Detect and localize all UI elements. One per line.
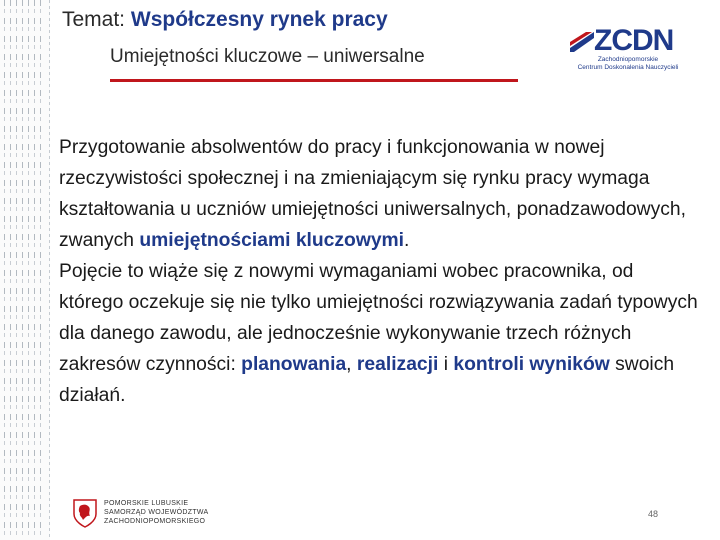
- paragraph-1: [59, 132, 699, 256]
- page-number: 48: [648, 509, 659, 519]
- footer-line2: SAMORZĄD WOJEWÓDZTWA: [104, 509, 209, 516]
- p2-sep2: i: [438, 354, 454, 375]
- p2-bold-realizacji: realizacji: [356, 354, 439, 375]
- title-topic: Współczesny rynek pracy: [130, 8, 388, 31]
- p2-text: Pojęcie to wiąże się z nowymi wymaganiami wobec pracownika, od którego oczekuje się nie tylko umiejętności rozwiązywania zadań typowych dla danego zawodu, ale jednocześnie wykonywanie trzech różnych zakresów czynności:: [59, 261, 698, 375]
- zcdn-mark-icon: [570, 30, 594, 52]
- slide-body: [59, 132, 699, 411]
- decorative-handwriting-strip: [0, 0, 50, 540]
- logo-text: ZCDN: [594, 24, 674, 57]
- paragraph-2: [59, 256, 699, 411]
- griffin-crest-icon: [72, 498, 98, 528]
- zcdn-logo: [570, 26, 682, 74]
- p2-bold-kontroli: kontroli wyników: [453, 354, 610, 375]
- p2-bold-planowania: planowania: [241, 354, 347, 375]
- p2-end: swoich działań.: [59, 354, 675, 406]
- title-prefix: Temat:: [62, 8, 126, 31]
- logo-sub-line1: Zachodniopomorskie: [597, 56, 659, 63]
- footer-text: [104, 499, 209, 526]
- title-underline: [110, 79, 518, 82]
- footer-line3: ZACHODNIOPOMORSKIEGO: [104, 518, 206, 525]
- page-title: [62, 8, 388, 32]
- page-subtitle: Umiejętności kluczowe – uniwersalne: [110, 46, 425, 67]
- logo-sub-line2: Centrum Doskonalenia Nauczycieli: [577, 64, 679, 71]
- footer-line1: POMORSKIE LUBUSKIE: [104, 500, 189, 507]
- p1-end: .: [404, 230, 410, 251]
- p1-text: Przygotowanie absolwentów do pracy i funkcjonowania w nowej rzeczywistości społecznej i na zmieniającym się rynku pracy wymaga kształtowania u uczniów umiejętności uniwersalnych, ponadzawodowych, zwanych: [59, 137, 686, 251]
- footer-logo: [72, 496, 209, 530]
- logo-subtitle: [572, 56, 684, 72]
- p1-bold: umiejętnościami kluczowymi: [139, 230, 405, 251]
- p2-sep1: ,: [346, 354, 357, 375]
